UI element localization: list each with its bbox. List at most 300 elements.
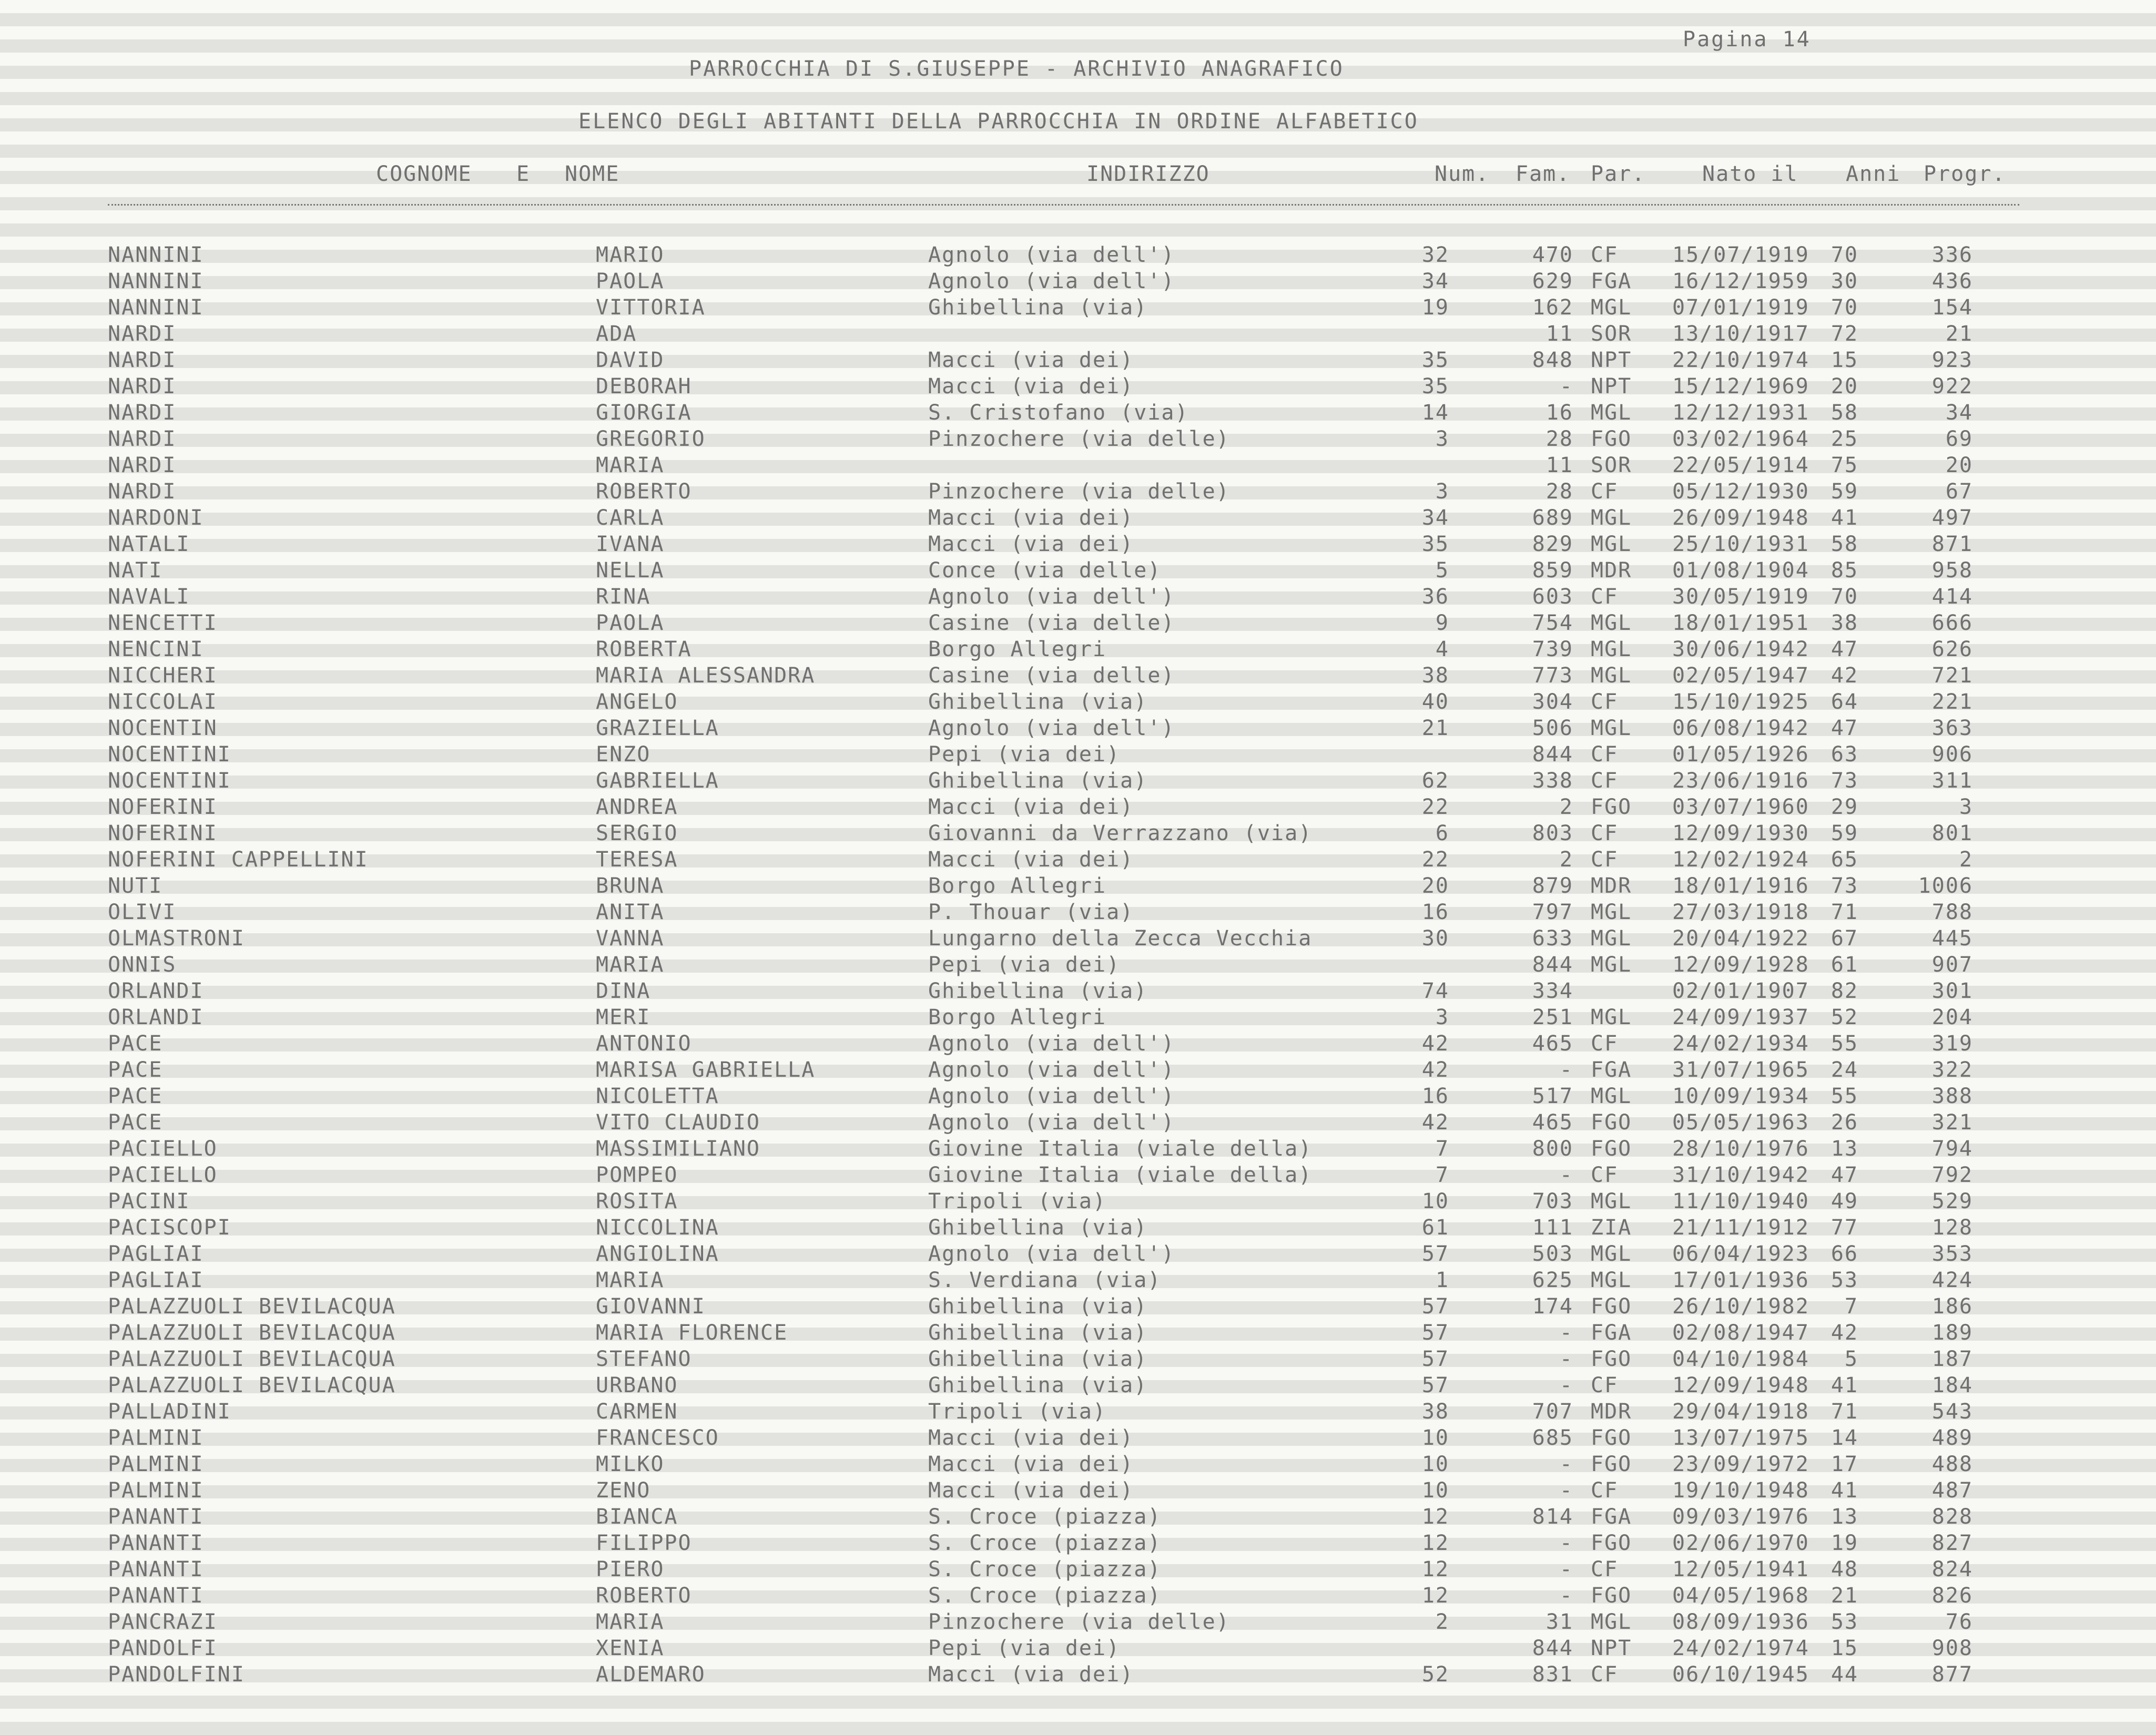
cell-prog: 322	[1931, 1058, 1973, 1082]
cell-nato: 06/08/1942	[1672, 716, 1809, 740]
cell-fam: -	[1559, 374, 1573, 399]
cell-num: 7	[1435, 1137, 1449, 1161]
cell-fam: 304	[1532, 690, 1573, 714]
cell-fam: 814	[1532, 1505, 1573, 1529]
cell-par: FGA	[1591, 1505, 1632, 1529]
cell-nome: MARIO	[596, 243, 665, 267]
cell-fam: 831	[1532, 1662, 1573, 1687]
cell-nato: 29/04/1918	[1672, 1400, 1809, 1424]
cell-anni: 41	[1830, 1373, 1858, 1397]
cell-anni: 44	[1830, 1662, 1858, 1687]
cell-nome: VITO CLAUDIO	[596, 1110, 760, 1135]
cell-nato: 13/10/1917	[1672, 322, 1809, 346]
cell-nato: 01/08/1904	[1672, 558, 1809, 583]
cell-par: CF	[1591, 690, 1619, 714]
cell-num: 12	[1421, 1531, 1449, 1555]
cell-indirizzo: Ghibellina (via)	[928, 295, 1148, 320]
cell-nato: 22/05/1914	[1672, 453, 1809, 477]
cell-anni: 58	[1830, 532, 1858, 556]
cell-par: FGA	[1591, 1321, 1632, 1345]
cell-fam: 251	[1532, 1005, 1573, 1029]
cell-num: 35	[1421, 348, 1449, 372]
cell-par: NPT	[1591, 348, 1632, 372]
cell-par: CF	[1591, 479, 1619, 504]
table-row	[0, 479, 2156, 506]
cell-nato: 18/01/1916	[1672, 874, 1809, 898]
document-title: PARROCCHIA DI S.GIUSEPPE - ARCHIVIO ANAGRAFICO	[689, 57, 1344, 81]
table-row	[0, 742, 2156, 769]
cell-par: FGO	[1591, 1110, 1632, 1135]
cell-par: MDR	[1591, 874, 1632, 898]
table-row	[0, 1584, 2156, 1610]
cell-num: 16	[1421, 900, 1449, 924]
cell-anni: 14	[1830, 1426, 1858, 1450]
cell-par: MGL	[1591, 1189, 1632, 1213]
cell-prog: 20	[1945, 453, 1973, 477]
cell-fam: -	[1559, 1478, 1573, 1503]
cell-nato: 02/08/1947	[1672, 1321, 1809, 1345]
cell-anni: 38	[1830, 611, 1858, 635]
cell-nato: 18/01/1951	[1672, 611, 1809, 635]
cell-nato: 02/01/1907	[1672, 979, 1809, 1003]
cell-nome: NELLA	[596, 558, 665, 583]
cell-nome: ANGELO	[596, 690, 678, 714]
table-row	[0, 1058, 2156, 1084]
cell-num: 74	[1421, 979, 1449, 1003]
table-row	[0, 979, 2156, 1005]
table-row	[0, 769, 2156, 795]
cell-cognome: NOCENTINI	[108, 769, 231, 793]
cell-nato: 13/07/1975	[1672, 1426, 1809, 1450]
table-row	[0, 1005, 2156, 1032]
cell-num: 34	[1421, 506, 1449, 530]
cell-prog: 2	[1959, 848, 1973, 872]
cell-nome: MARIA	[596, 1268, 665, 1292]
table-row	[0, 1268, 2156, 1294]
cell-par: FGO	[1591, 795, 1632, 819]
cell-indirizzo: Conce (via delle)	[928, 558, 1162, 583]
cell-cognome: PALAZZUOLI BEVILACQUA	[108, 1321, 396, 1345]
cell-nome: MARIA	[596, 453, 665, 477]
cell-indirizzo: Lungarno della Zecca Vecchia	[928, 926, 1313, 951]
cell-nome: MARIA ALESSANDRA	[596, 664, 816, 688]
cell-nome: MILKO	[596, 1452, 665, 1476]
cell-nome: FRANCESCO	[596, 1426, 719, 1450]
cell-nato: 12/12/1931	[1672, 401, 1809, 425]
cell-nato: 23/06/1916	[1672, 769, 1809, 793]
cell-fam: 773	[1532, 664, 1573, 688]
cell-par: CF	[1591, 585, 1619, 609]
cell-indirizzo: S. Croce (piazza)	[928, 1531, 1162, 1555]
cell-par: MGL	[1591, 611, 1632, 635]
cell-num: 2	[1435, 1610, 1449, 1634]
cell-par: MGL	[1591, 506, 1632, 530]
cell-par: MGL	[1591, 664, 1632, 688]
cell-nato: 24/02/1974	[1672, 1636, 1809, 1660]
cell-nato: 07/01/1919	[1672, 295, 1809, 320]
cell-par: FGO	[1591, 1426, 1632, 1450]
cell-num: 12	[1421, 1584, 1449, 1608]
cell-cognome: ORLANDI	[108, 1005, 204, 1029]
cell-num: 14	[1421, 401, 1449, 425]
cell-indirizzo: Macci (via dei)	[928, 1452, 1134, 1476]
cell-cognome: PANANTI	[108, 1505, 204, 1529]
cell-cognome: NOCENTIN	[108, 716, 218, 740]
cell-anni: 82	[1830, 979, 1858, 1003]
cell-prog: 184	[1931, 1373, 1973, 1397]
cell-nome: MERI	[596, 1005, 651, 1029]
cell-anni: 58	[1830, 401, 1858, 425]
cell-num: 42	[1421, 1058, 1449, 1082]
cell-prog: 529	[1931, 1189, 1973, 1213]
cell-num: 10	[1421, 1189, 1449, 1213]
cell-fam: 470	[1532, 243, 1573, 267]
cell-nato: 09/03/1976	[1672, 1505, 1809, 1529]
cell-fam: 629	[1532, 269, 1573, 293]
cell-nato: 02/06/1970	[1672, 1531, 1809, 1555]
cell-prog: 204	[1931, 1005, 1973, 1029]
table-row	[0, 1137, 2156, 1163]
cell-nome: PAOLA	[596, 269, 665, 293]
cell-nome: GIOVANNI	[596, 1294, 706, 1319]
cell-prog: 311	[1931, 769, 1973, 793]
cell-par: MGL	[1591, 926, 1632, 951]
cell-anni: 20	[1830, 374, 1858, 399]
cell-cognome: NENCETTI	[108, 611, 218, 635]
cell-nato: 05/12/1930	[1672, 479, 1809, 504]
cell-par: CF	[1591, 1373, 1619, 1397]
cell-anni: 53	[1830, 1268, 1858, 1292]
cell-cognome: PANDOLFI	[108, 1636, 218, 1660]
cell-cognome: PALMINI	[108, 1426, 204, 1450]
cell-prog: 319	[1931, 1032, 1973, 1056]
cell-fam: 703	[1532, 1189, 1573, 1213]
cell-prog: 826	[1931, 1584, 1973, 1608]
cell-indirizzo: Ghibellina (via)	[928, 1321, 1148, 1345]
cell-fam: 859	[1532, 558, 1573, 583]
cell-nato: 30/05/1919	[1672, 585, 1809, 609]
cell-nato: 24/09/1937	[1672, 1005, 1809, 1029]
header-e: E	[516, 162, 531, 186]
cell-anni: 26	[1830, 1110, 1858, 1135]
cell-fam: -	[1559, 1557, 1573, 1581]
cell-num: 40	[1421, 690, 1449, 714]
table-row	[0, 1610, 2156, 1636]
table-row	[0, 427, 2156, 453]
table-row	[0, 1531, 2156, 1557]
cell-prog: 922	[1931, 374, 1973, 399]
cell-nome: VITTORIA	[596, 295, 706, 320]
cell-par: MGL	[1591, 1268, 1632, 1292]
cell-fam: 517	[1532, 1084, 1573, 1108]
cell-nome: GREGORIO	[596, 427, 706, 451]
cell-nome: DEBORAH	[596, 374, 692, 399]
cell-cognome: PACINI	[108, 1189, 190, 1213]
cell-prog: 67	[1945, 479, 1973, 504]
cell-cognome: NARDI	[108, 453, 177, 477]
cell-nome: ENZO	[596, 742, 651, 767]
cell-prog: 792	[1931, 1163, 1973, 1187]
cell-indirizzo: Macci (via dei)	[928, 795, 1134, 819]
cell-par: FGO	[1591, 1452, 1632, 1476]
cell-indirizzo: Tripoli (via)	[928, 1189, 1107, 1213]
cell-cognome: PACE	[108, 1058, 163, 1082]
cell-indirizzo: Agnolo (via dell')	[928, 243, 1175, 267]
cell-fam: -	[1559, 1373, 1573, 1397]
table-row	[0, 401, 2156, 427]
cell-indirizzo: Macci (via dei)	[928, 848, 1134, 872]
cell-cognome: NUTI	[108, 874, 163, 898]
cell-cognome: NENCINI	[108, 637, 204, 661]
cell-nato: 19/10/1948	[1672, 1478, 1809, 1503]
cell-nato: 15/12/1969	[1672, 374, 1809, 399]
cell-nome: GABRIELLA	[596, 769, 719, 793]
cell-num: 36	[1421, 585, 1449, 609]
cell-prog: 424	[1931, 1268, 1973, 1292]
cell-nato: 24/02/1934	[1672, 1032, 1809, 1056]
cell-anni: 70	[1830, 243, 1858, 267]
cell-par: MGL	[1591, 1242, 1632, 1266]
cell-par: NPT	[1591, 374, 1632, 399]
cell-nome: RINA	[596, 585, 651, 609]
cell-nome: MARIA FLORENCE	[596, 1321, 788, 1345]
table-row	[0, 1084, 2156, 1110]
table-row	[0, 1426, 2156, 1452]
cell-par: CF	[1591, 1032, 1619, 1056]
cell-fam: 31	[1545, 1610, 1573, 1634]
table-row	[0, 532, 2156, 558]
cell-num: 19	[1421, 295, 1449, 320]
cell-indirizzo: S. Croce (piazza)	[928, 1505, 1162, 1529]
cell-nome: CARLA	[596, 506, 665, 530]
header-num: Num.	[1435, 162, 1490, 186]
cell-cognome: PALAZZUOLI BEVILACQUA	[108, 1294, 396, 1319]
cell-fam: 848	[1532, 348, 1573, 372]
cell-par: MGL	[1591, 953, 1632, 977]
cell-fam: -	[1559, 1163, 1573, 1187]
cell-fam: 465	[1532, 1110, 1573, 1135]
cell-nato: 02/05/1947	[1672, 664, 1809, 688]
cell-num: 42	[1421, 1032, 1449, 1056]
cell-anni: 65	[1830, 848, 1858, 872]
cell-nato: 25/10/1931	[1672, 532, 1809, 556]
cell-par: CF	[1591, 1557, 1619, 1581]
cell-nato: 01/05/1926	[1672, 742, 1809, 767]
cell-prog: 907	[1931, 953, 1973, 977]
cell-anni: 29	[1830, 795, 1858, 819]
cell-fam: 28	[1545, 479, 1573, 504]
table-row	[0, 348, 2156, 374]
cell-prog: 301	[1931, 979, 1973, 1003]
cell-anni: 21	[1830, 1584, 1858, 1608]
cell-par: CF	[1591, 821, 1619, 845]
cell-anni: 42	[1830, 664, 1858, 688]
cell-fam: 739	[1532, 637, 1573, 661]
cell-anni: 55	[1830, 1032, 1858, 1056]
cell-nome: SERGIO	[596, 821, 678, 845]
cell-num: 57	[1421, 1321, 1449, 1345]
table-row	[0, 506, 2156, 532]
cell-nome: MARIA	[596, 1610, 665, 1634]
cell-par: CF	[1591, 243, 1619, 267]
cell-cognome: NARDI	[108, 401, 177, 425]
cell-cognome: PACE	[108, 1032, 163, 1056]
cell-fam: 174	[1532, 1294, 1573, 1319]
cell-fam: 2	[1559, 848, 1573, 872]
cell-anni: 77	[1830, 1216, 1858, 1240]
cell-par: MGL	[1591, 532, 1632, 556]
cell-par: MGL	[1591, 1084, 1632, 1108]
cell-prog: 436	[1931, 269, 1973, 293]
cell-fam: -	[1559, 1321, 1573, 1345]
cell-anni: 64	[1830, 690, 1858, 714]
cell-indirizzo: Ghibellina (via)	[928, 1347, 1148, 1371]
cell-nome: FILIPPO	[596, 1531, 692, 1555]
cell-cognome: ONNIS	[108, 953, 177, 977]
cell-prog: 721	[1931, 664, 1973, 688]
cell-indirizzo: Borgo Allegri	[928, 637, 1107, 661]
cell-nato: 26/10/1982	[1672, 1294, 1809, 1319]
header-indirizzo: INDIRIZZO	[1086, 162, 1210, 186]
table-row	[0, 1505, 2156, 1531]
cell-num: 61	[1421, 1216, 1449, 1240]
cell-nome: NICOLETTA	[596, 1084, 719, 1108]
cell-nato: 04/10/1984	[1672, 1347, 1809, 1371]
cell-fam: 685	[1532, 1426, 1573, 1450]
cell-indirizzo: Tripoli (via)	[928, 1400, 1107, 1424]
cell-cognome: PALAZZUOLI BEVILACQUA	[108, 1373, 396, 1397]
cell-prog: 388	[1931, 1084, 1973, 1108]
table-row	[0, 1557, 2156, 1584]
cell-nato: 22/10/1974	[1672, 348, 1809, 372]
cell-indirizzo: Macci (via dei)	[928, 1662, 1134, 1687]
table-row	[0, 1032, 2156, 1058]
cell-nome: ZENO	[596, 1478, 651, 1503]
cell-prog: 958	[1931, 558, 1973, 583]
cell-num: 10	[1421, 1426, 1449, 1450]
cell-cognome: NANNINI	[108, 269, 204, 293]
cell-nato: 03/02/1964	[1672, 427, 1809, 451]
cell-num: 62	[1421, 769, 1449, 793]
table-row	[0, 1294, 2156, 1321]
cell-anni: 73	[1830, 769, 1858, 793]
document-subtitle: ELENCO DEGLI ABITANTI DELLA PARROCCHIA IN ORDINE ALFABETICO	[578, 109, 1419, 134]
cell-cognome: PANANTI	[108, 1557, 204, 1581]
cell-cognome: PACE	[108, 1110, 163, 1135]
cell-fam: 334	[1532, 979, 1573, 1003]
cell-indirizzo: Agnolo (via dell')	[928, 1084, 1175, 1108]
cell-num: 9	[1435, 611, 1449, 635]
cell-nome: MARIA	[596, 953, 665, 977]
cell-fam: 28	[1545, 427, 1573, 451]
cell-cognome: ORLANDI	[108, 979, 204, 1003]
cell-nome: URBANO	[596, 1373, 678, 1397]
cell-fam: 633	[1532, 926, 1573, 951]
cell-nato: 31/10/1942	[1672, 1163, 1809, 1187]
cell-num: 38	[1421, 664, 1449, 688]
cell-prog: 828	[1931, 1505, 1973, 1529]
cell-par: CF	[1591, 769, 1619, 793]
cell-num: 21	[1421, 716, 1449, 740]
cell-indirizzo: Ghibellina (via)	[928, 1294, 1148, 1319]
cell-indirizzo: Macci (via dei)	[928, 1478, 1134, 1503]
cell-num: 57	[1421, 1242, 1449, 1266]
cell-par: MGL	[1591, 1005, 1632, 1029]
cell-fam: -	[1559, 1531, 1573, 1555]
cell-par: MDR	[1591, 558, 1632, 583]
cell-indirizzo: Casine (via delle)	[928, 611, 1175, 635]
cell-prog: 76	[1945, 1610, 1973, 1634]
cell-nome: VANNA	[596, 926, 665, 951]
cell-num: 3	[1435, 427, 1449, 451]
cell-cognome: NARDI	[108, 479, 177, 504]
cell-prog: 186	[1931, 1294, 1973, 1319]
cell-num: 52	[1421, 1662, 1449, 1687]
cell-indirizzo: Pepi (via dei)	[928, 953, 1121, 977]
cell-par: CF	[1591, 1478, 1619, 1503]
cell-anni: 63	[1830, 742, 1858, 767]
table-row	[0, 269, 2156, 295]
cell-prog: 543	[1931, 1400, 1973, 1424]
cell-cognome: NATI	[108, 558, 163, 583]
cell-anni: 52	[1830, 1005, 1858, 1029]
cell-indirizzo: Pepi (via dei)	[928, 742, 1121, 767]
table-row	[0, 558, 2156, 585]
cell-anni: 59	[1830, 821, 1858, 845]
cell-indirizzo: Giovanni da Verrazzano (via)	[928, 821, 1313, 845]
cell-anni: 30	[1830, 269, 1858, 293]
cell-fam: 844	[1532, 1636, 1573, 1660]
cell-anni: 47	[1830, 637, 1858, 661]
cell-anni: 17	[1830, 1452, 1858, 1476]
cell-nato: 04/05/1968	[1672, 1584, 1809, 1608]
cell-prog: 353	[1931, 1242, 1973, 1266]
cell-prog: 906	[1931, 742, 1973, 767]
cell-anni: 47	[1830, 1163, 1858, 1187]
cell-prog: 877	[1931, 1662, 1973, 1687]
table-row	[0, 848, 2156, 874]
cell-fam: 754	[1532, 611, 1573, 635]
table-row	[0, 243, 2156, 269]
cell-anni: 41	[1830, 506, 1858, 530]
cell-nato: 12/05/1941	[1672, 1557, 1809, 1581]
cell-cognome: PANANTI	[108, 1584, 204, 1608]
cell-fam: 11	[1545, 453, 1573, 477]
cell-nome: ANGIOLINA	[596, 1242, 719, 1266]
cell-nome: ROBERTO	[596, 479, 692, 504]
cell-prog: 128	[1931, 1216, 1973, 1240]
cell-cognome: PALLADINI	[108, 1400, 231, 1424]
cell-anni: 71	[1830, 1400, 1858, 1424]
cell-num: 5	[1435, 558, 1449, 583]
cell-anni: 49	[1830, 1189, 1858, 1213]
table-row	[0, 1347, 2156, 1373]
cell-fam: 503	[1532, 1242, 1573, 1266]
cell-par: MGL	[1591, 401, 1632, 425]
table-row	[0, 1373, 2156, 1400]
cell-cognome: NARDI	[108, 322, 177, 346]
cell-cognome: NARDONI	[108, 506, 204, 530]
cell-nome: BIANCA	[596, 1505, 678, 1529]
cell-cognome: NOFERINI	[108, 821, 218, 845]
cell-anni: 70	[1830, 585, 1858, 609]
cell-prog: 827	[1931, 1531, 1973, 1555]
cell-indirizzo: Agnolo (via dell')	[928, 1242, 1175, 1266]
cell-fam: 689	[1532, 506, 1573, 530]
cell-fam: -	[1559, 1452, 1573, 1476]
cell-par: MGL	[1591, 637, 1632, 661]
cell-num: 57	[1421, 1294, 1449, 1319]
